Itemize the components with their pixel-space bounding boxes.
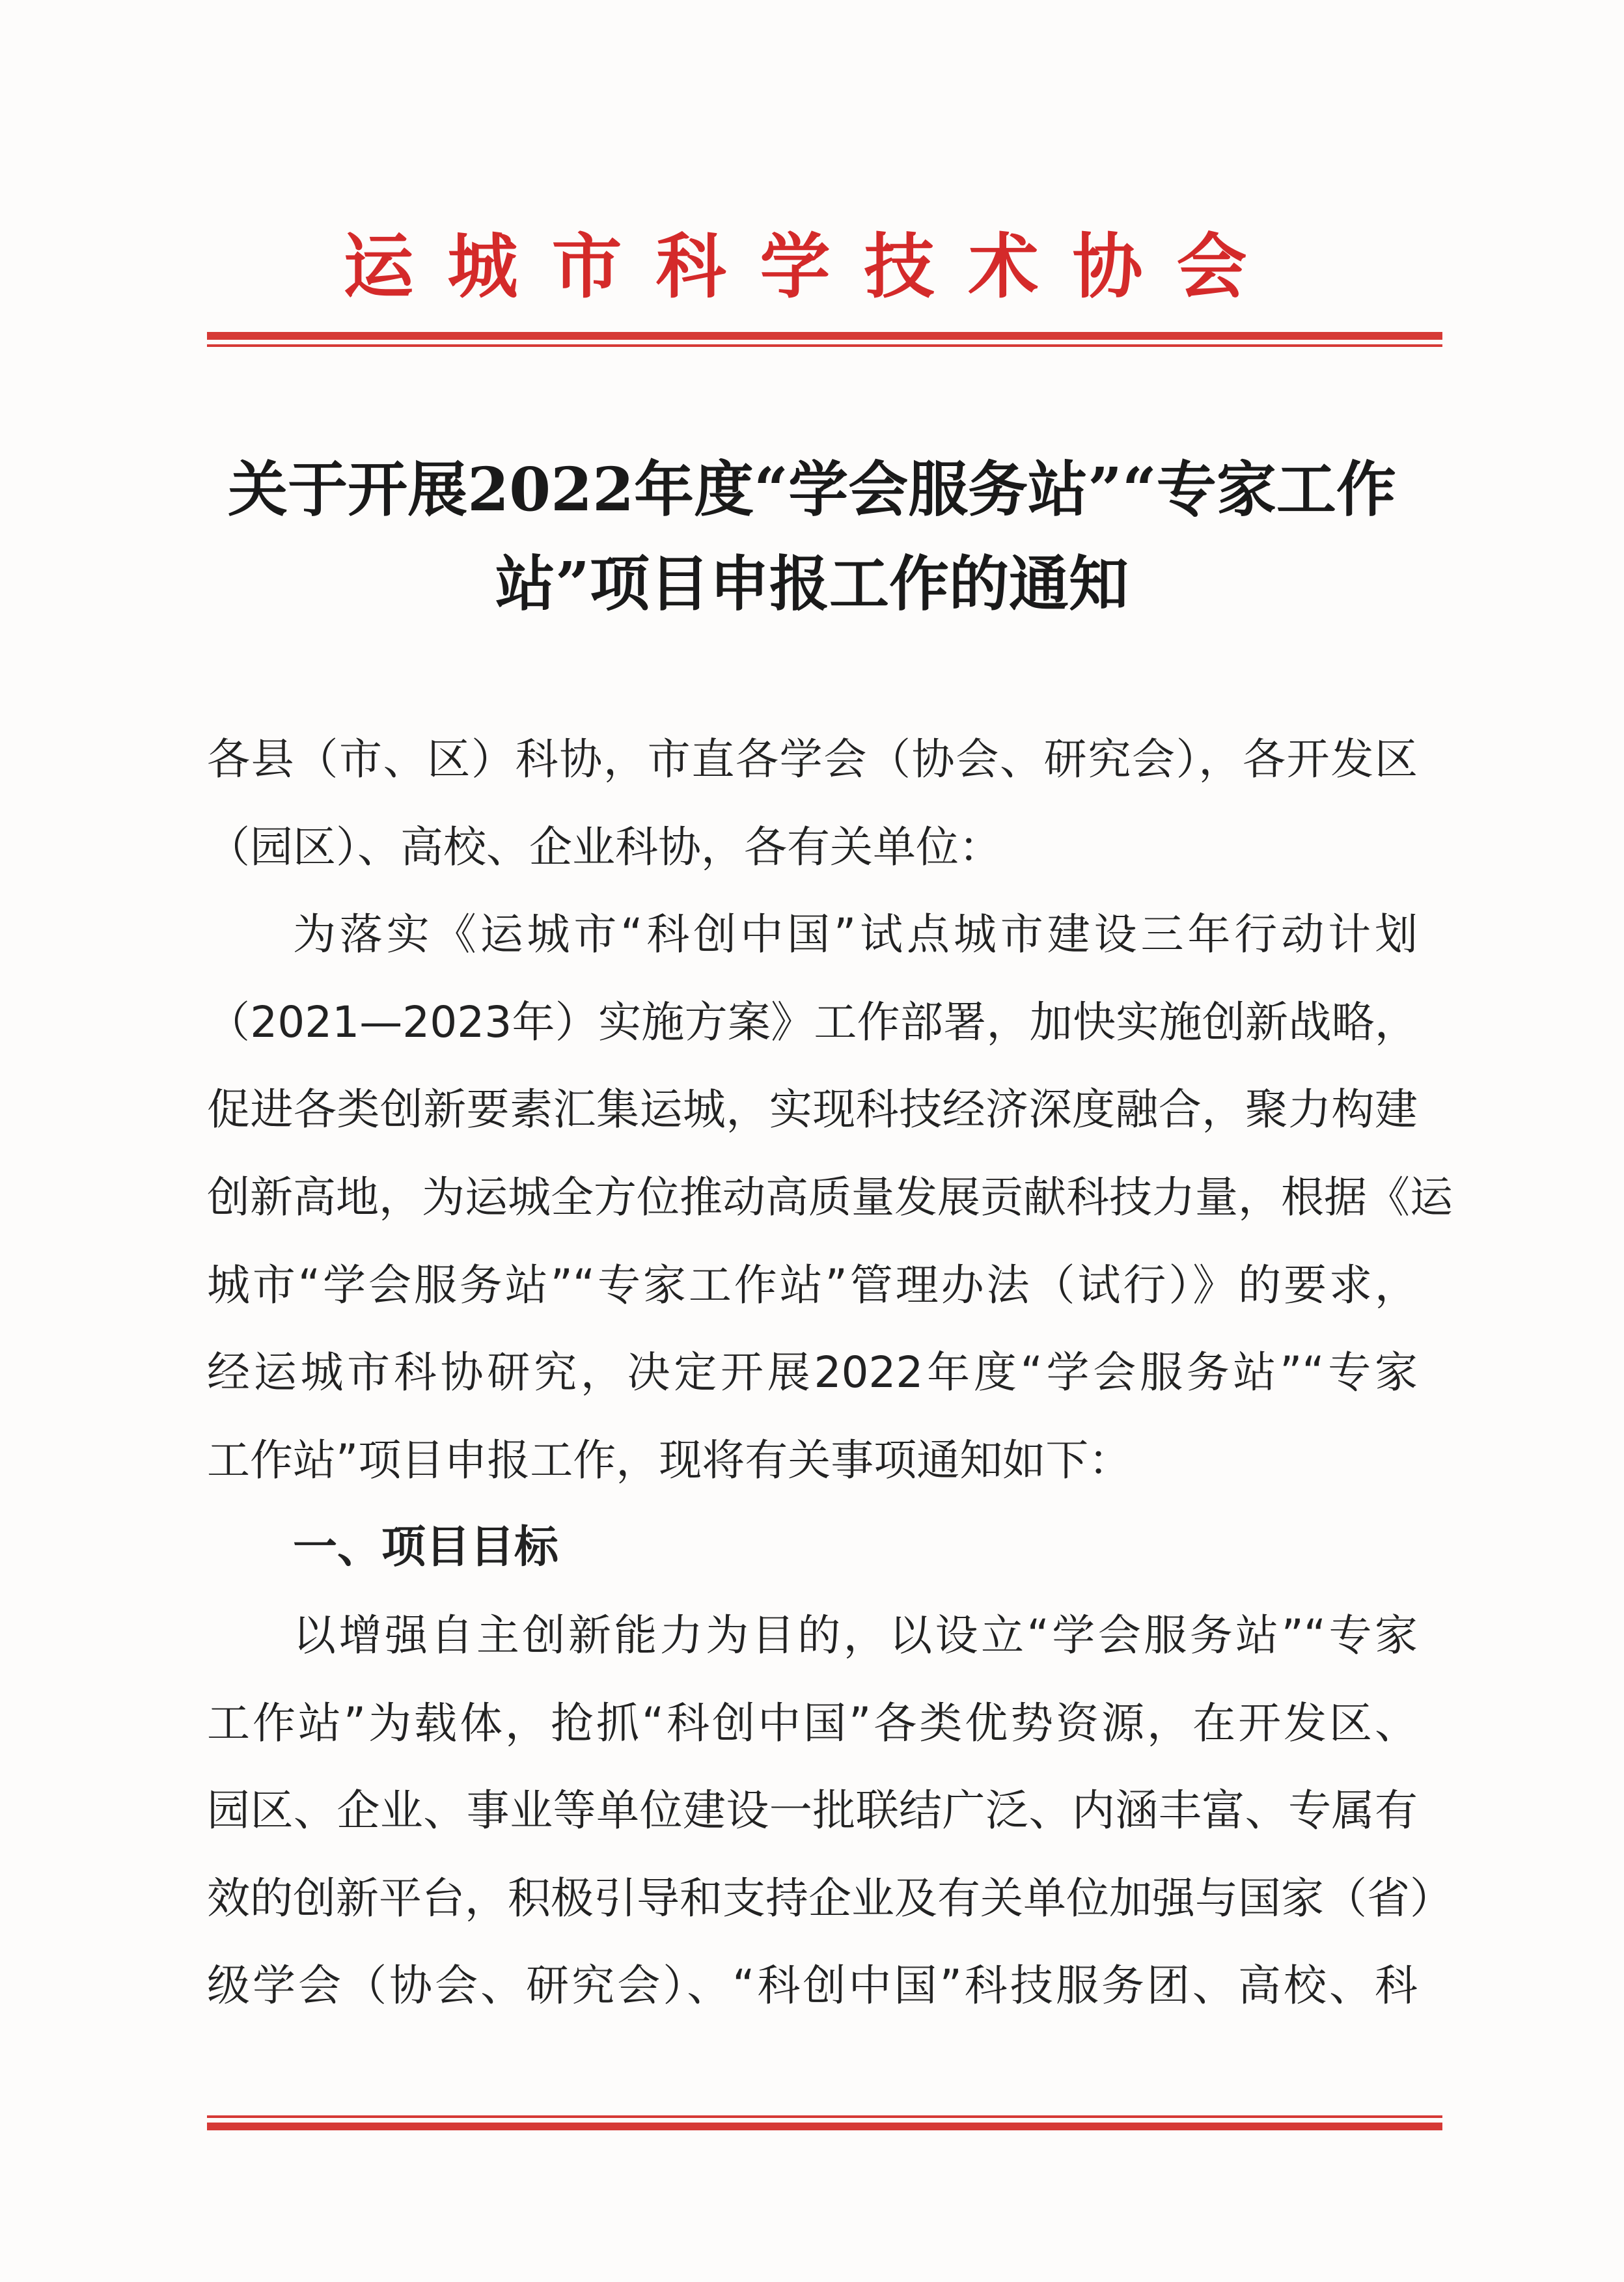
section-heading: 一、项目目标	[293, 1522, 559, 1574]
paragraph-line: 工作站”为载体，抢抓“科创中国”各类优势资源，在开发区、	[207, 1698, 1418, 1748]
document-title-line-1: 关于开展2022年度“学会服务站”“专家工作	[228, 454, 1396, 525]
paragraph-line: 创新高地，为运城全方位推动高质量发展贡献科技力量，根据《运	[207, 1172, 1453, 1222]
addressee-line: （园区）、高校、企业科协，各有关单位：	[207, 821, 1002, 872]
addressee-line: 各县（市、区）科协，市直各学会（协会、研究会），各开发区	[207, 734, 1418, 784]
paragraph-line: 促进各类创新要素汇集运城，实现科技经济深度融合，聚力构建	[207, 1084, 1418, 1135]
paragraph-line: 以增强自主创新能力为目的，以设立“学会服务站”“专家	[293, 1610, 1418, 1660]
paragraph-line: 城市“学会服务站”“专家工作站”管理办法（试行）》的要求，	[207, 1259, 1418, 1310]
document-title-line-2: 站”项目申报工作的通知	[495, 549, 1129, 619]
footer-divider	[207, 2115, 1442, 2130]
paragraph-line: 工作站”项目申报工作，现将有关事项通知如下：	[207, 1435, 1132, 1485]
paragraph-line: 为落实《运城市“科创中国”试点城市建设三年行动计划	[293, 909, 1418, 960]
paragraph-line: （2021—2023年）实施方案》工作部署，加快实施创新战略，	[207, 997, 1418, 1047]
organization-header: 运城市科学技术协会	[343, 226, 1281, 308]
paragraph-line: 效的创新平台，积极引导和支持企业及有关单位加强与国家（省）	[207, 1873, 1453, 1923]
paragraph-line: 园区、企业、事业等单位建设一批联结广泛、内涵丰富、专属有	[207, 1785, 1418, 1836]
paragraph-line: 经运城市科协研究，决定开展2022年度“学会服务站”“专家	[207, 1347, 1418, 1398]
header-divider	[207, 332, 1442, 347]
document-body	[207, 716, 1453, 2030]
document-title	[195, 443, 1429, 631]
paragraph-line: 级学会（协会、研究会）、“科创中国”科技服务团、高校、科	[207, 1960, 1418, 2011]
